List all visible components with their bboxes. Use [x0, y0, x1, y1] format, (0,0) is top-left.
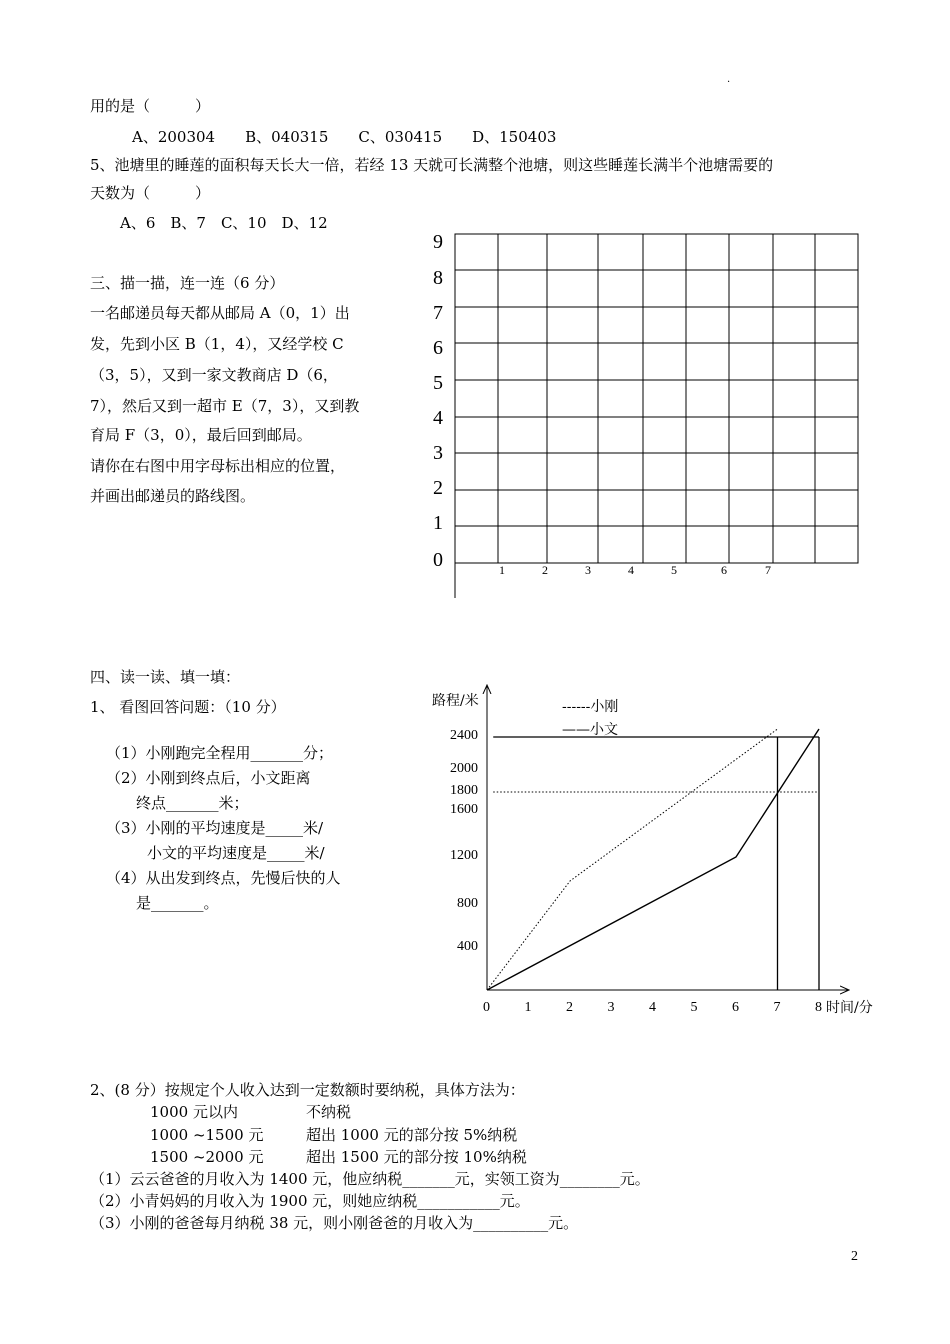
y-tick-label: 1800 [450, 783, 478, 798]
y-tick-label: 2400 [450, 728, 478, 743]
section3-line: 发，先到小区 B（1，4），又经学校 C [90, 335, 344, 353]
q2-item: （2）小青妈妈的月收入为 1900 元，则她应纳税___________元。 [90, 1192, 530, 1210]
q2-title: 2、(8 分）按规定个人收入达到一定数额时要纳税，具体方法为： [90, 1081, 525, 1099]
grid-x-label: 2 [542, 563, 548, 577]
y-tick-label: 1600 [450, 802, 478, 817]
top-mark: . [727, 74, 731, 85]
q2-item: （1）云云爸爸的月收入为 1400 元，他应纳税_______元，实领工资为________元。 [90, 1170, 650, 1188]
section3-line: 一名邮递员每天都从邮局 A（0，1）出 [90, 304, 350, 322]
q1-item: 小文的平均速度是_____米/ [147, 844, 325, 862]
q1-title: 1、 看图回答问题：（10 分） [90, 698, 286, 716]
chart-xlabel: 时间/分 [826, 1000, 873, 1016]
q5-line1: 5、池塘里的睡莲的面积每天长大一倍，若经 13 天就可长满整个池塘，则这些睡莲长满半个池塘需要的 [90, 156, 774, 174]
section3-heading: 三、描一描，连一连（6 分） [90, 274, 285, 292]
x-tick-label: 5 [690, 1000, 698, 1015]
legend-entry-xiaogang: ------小刚 [562, 699, 619, 715]
q2-rule-range: 1000 ~1500 元 [150, 1126, 264, 1144]
y-tick-label: 1200 [450, 848, 478, 863]
q2-rule-text: 不纳税 [306, 1103, 352, 1121]
chart-ylabel: 路程/米 [432, 693, 479, 709]
section3-line: （3，5），又到一家文教商店 D（6， [90, 366, 338, 384]
section3-line: 育局 F（3，0），最后回到邮局。 [90, 426, 312, 444]
q1-item: （1）小刚跑完全程用_______分； [106, 744, 334, 762]
x-tick-label: 3 [607, 1000, 615, 1015]
q2-rule-text: 超出 1500 元的部分按 10%纳税 [306, 1148, 527, 1166]
x-tick-label: 7 [773, 1000, 781, 1015]
q1-item: （2）小刚到终点后，小文距离 [106, 769, 311, 787]
q1-item: （3）小刚的平均速度是_____米/ [106, 819, 324, 837]
grid-x-label: 3 [585, 563, 591, 577]
q2-rule-text: 超出 1000 元的部分按 5%纳税 [306, 1126, 518, 1144]
q5-line2: 天数为（ ） [90, 184, 211, 202]
x-tick-label: 4 [649, 1000, 656, 1015]
grid-y-label: 3 [433, 442, 443, 464]
grid-y-label: 0 [433, 549, 443, 571]
grid-y-label: 7 [433, 302, 443, 324]
x-tick-label: 8 [815, 1000, 822, 1015]
grid-y-label: 2 [433, 477, 443, 499]
x-tick-label: 6 [732, 1000, 739, 1015]
grid-y-label: 6 [433, 337, 443, 359]
q1-item: （4）从出发到终点，先慢后快的人 [106, 869, 341, 887]
section3-line: 请你在右图中用字母标出相应的位置， [90, 457, 346, 475]
legend-entry-xiaowen: ——小文 [562, 722, 618, 738]
grid-y-label: 8 [433, 267, 443, 289]
q4-tail: 用的是（ ） [90, 97, 211, 115]
q2-rule-range: 1000 元以内 [150, 1103, 238, 1121]
grid-x-label: 1 [499, 563, 505, 577]
grid-x-label: 4 [628, 563, 634, 577]
x-tick-label: 0 [483, 1000, 490, 1015]
q1-item: 终点_______米； [136, 794, 249, 812]
grid-x-label: 5 [671, 563, 677, 577]
q4-options: A、200304 B、040315 C、030415 D、150403 [132, 128, 557, 146]
grid-y-label: 5 [433, 372, 443, 394]
section3-line: 并画出邮递员的路线图。 [90, 487, 256, 505]
q2-rule-range: 1500 ~2000 元 [150, 1148, 264, 1166]
q5-options: A、6 B、7 C、10 D、12 [120, 214, 328, 232]
y-tick-label: 400 [457, 939, 478, 954]
grid-y-label: 1 [433, 512, 443, 534]
section3-line: 7），然后又到一超市 E（7，3），又到教 [90, 397, 360, 415]
x-tick-label: 1 [524, 1000, 532, 1015]
grid-x-label: 6 [721, 563, 727, 577]
grid-x-label: 7 [765, 563, 771, 577]
y-tick-label: 800 [457, 896, 478, 911]
q1-item: 是_______。 [136, 894, 219, 912]
series-line-xiaowen [487, 729, 819, 990]
grid-y-label: 9 [433, 231, 443, 253]
y-tick-label: 2000 [450, 761, 478, 776]
page-number: 2 [851, 1249, 858, 1264]
series-line-xiaogang [487, 729, 778, 990]
grid-y-label: 4 [433, 407, 443, 429]
section4-heading: 四、读一读、填一填： [90, 668, 241, 686]
x-tick-label: 2 [566, 1000, 573, 1015]
q2-item: （3）小刚的爸爸每月纳税 38 元，则小刚爸爸的月收入为__________元。 [90, 1214, 579, 1232]
